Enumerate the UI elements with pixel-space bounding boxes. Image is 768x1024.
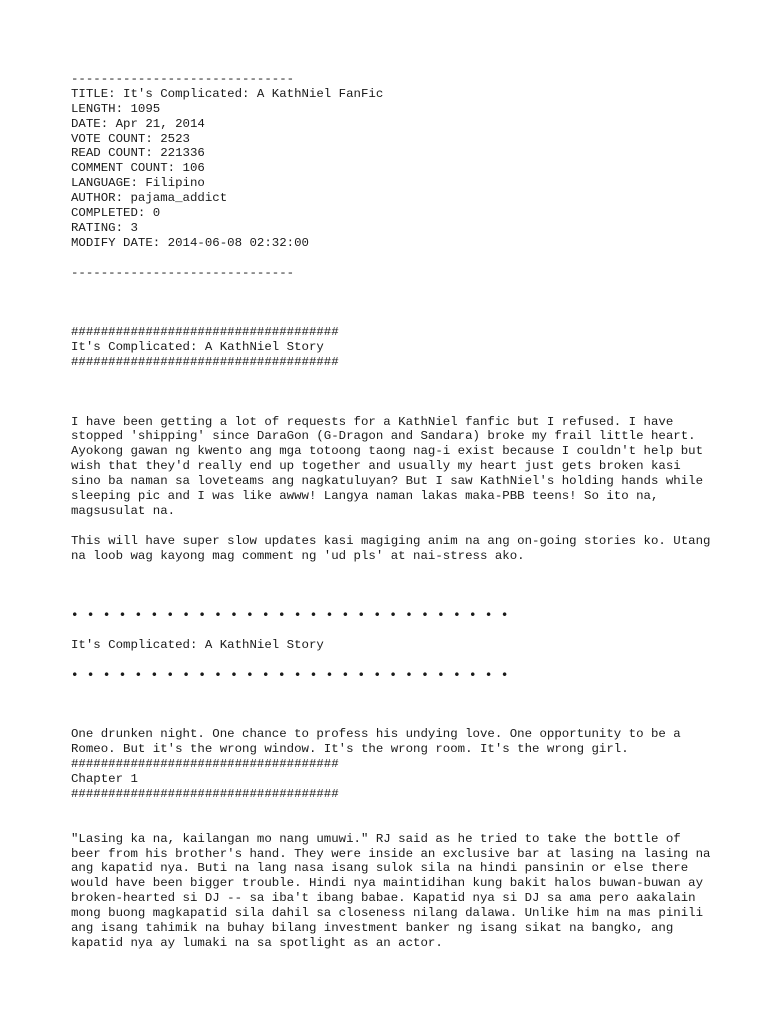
metadata-comment-count: COMMENT COUNT: 106	[71, 161, 205, 176]
metadata-completed: COMPLETED: 0	[71, 206, 161, 221]
story-header	[71, 325, 711, 370]
intro-paragraph-2: This will have super slow updates kasi magiging anim na ang on-going stories ko. Utang na loob wag kayong mag comment ng 'ud pls' at nai-stress ako.	[71, 533, 711, 563]
metadata-read-count: READ COUNT: 221336	[71, 146, 205, 161]
metadata-block	[71, 72, 711, 280]
chapter-title: Chapter 1	[71, 772, 138, 787]
metadata-language: LANGUAGE: Filipino	[71, 176, 205, 191]
metadata-modify-date: MODIFY DATE: 2014-06-08 02:32:00	[71, 235, 309, 250]
metadata-rule-bottom: ------------------------------	[71, 265, 295, 280]
story-blurb: One drunken night. One chance to profess his undying love. One opportunity to be a Romeo. But it's the wrong window. It's the wrong room. It's the wrong girl.	[71, 727, 681, 757]
chapter-header-hash-top: ####################################	[71, 757, 339, 772]
story-header-hash-top: ####################################	[71, 325, 339, 340]
metadata-vote-count: VOTE COUNT: 2523	[71, 131, 190, 146]
chapter-header-hash-bottom: ####################################	[71, 786, 339, 801]
metadata-date: DATE: Apr 21, 2014	[71, 116, 205, 131]
metadata-rating: RATING: 3	[71, 220, 138, 235]
bullet-divider-bottom: • • • • • • • • • • • • • • • • • • • • • • • • • • • •	[71, 666, 509, 682]
divider-block	[71, 608, 711, 682]
intro-paragraph-1: I have been getting a lot of requests for a KathNiel fanfic but I refused. I have stopped 'shipping' since DaraGon (G-Dragon and Sandara) broke my frail little heart. Ayokong gawan ng kwento ang mga totoong taong nag-i exist because I couldn't help but wish that they'd really end up together and usually my heart just gets broken kasi sino ba naman sa loveteams ang nagkatuluyan? But I saw KathNiel's holding hands while sleeping pic and I was like awww! Langya naman lakas maka-PBB teens! So ito na, magsusulat na.	[71, 414, 704, 518]
chapter-header	[71, 757, 711, 802]
metadata-title: TITLE: It's Complicated: A KathNiel FanFic	[71, 86, 384, 101]
bullet-divider-top: • • • • • • • • • • • • • • • • • • • • • • • • • • • •	[71, 607, 509, 623]
document-page	[71, 72, 711, 951]
metadata-rule-top: ------------------------------	[71, 72, 295, 86]
story-title: It's Complicated: A KathNiel Story	[71, 340, 324, 355]
metadata-author: AUTHOR: pajama_addict	[71, 191, 228, 206]
author-intro	[71, 415, 711, 564]
story-header-hash-bottom: ####################################	[71, 354, 339, 369]
chapter-paragraph: "Lasing ka na, kailangan mo nang umuwi." RJ said as he tried to take the bottle of beer from his brother's hand. They were inside an exclusive bar at lasing na lasing na ang kapatid nya. Buti na lang nasa isang sulok sila na hindi pansinin or else there would have been bigger trouble. Hindi nya maintidihan kung bakit halos buwan-buwan ay broken-hearted si DJ -- sa iba't ibang babae. Kapatid nya si DJ sa ama pero aakalain mong buong magkapatid sila dahil sa closeness nilang dalawa. Unlike him na mas pinili ang isang tahimik na buhay bilang investment banker ng isang sikat na bangko, ang kapatid nya ay lumaki na sa spotlight as an actor.	[71, 831, 711, 951]
divider-title: It's Complicated: A KathNiel Story	[71, 638, 324, 653]
metadata-length: LENGTH: 1095	[71, 101, 161, 116]
